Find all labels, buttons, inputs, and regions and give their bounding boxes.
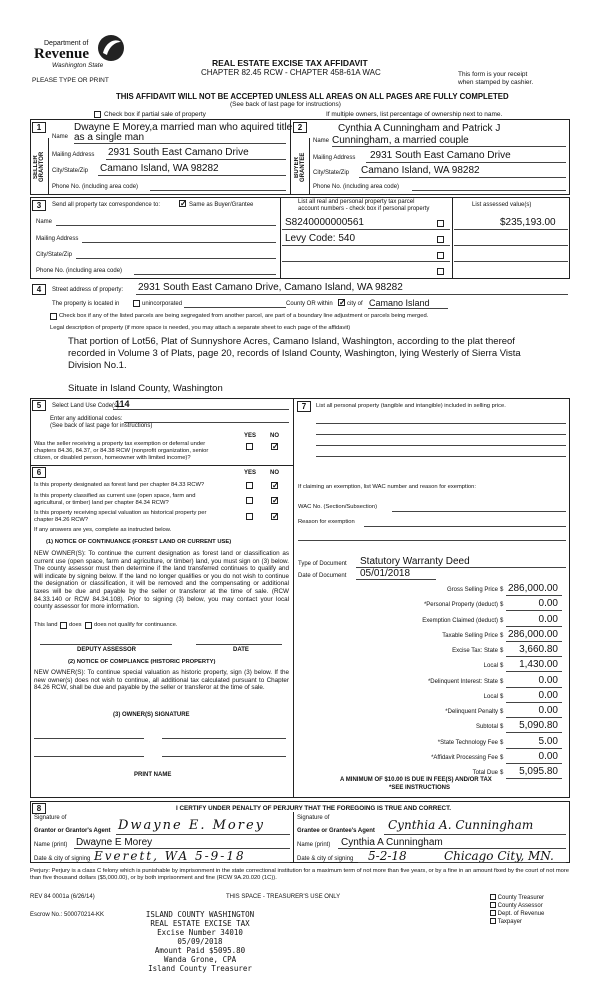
parcel-2-personal-checkbox[interactable] bbox=[437, 236, 444, 243]
fee-label: Local bbox=[483, 693, 498, 700]
does-not-checkbox[interactable] bbox=[85, 622, 92, 629]
fee-label: Total Due bbox=[472, 770, 498, 776]
s6-yes-header: YES bbox=[244, 470, 257, 476]
revenue-swoosh-icon bbox=[94, 33, 128, 63]
grantor-name-label: Name (print) bbox=[34, 842, 68, 848]
grantee-agent-label: Grantee or Grantee's Agent bbox=[297, 828, 375, 834]
minimum-due-note: A MINIMUM OF $10.00 IS DUE IN FEE(S) AND/OR TAX bbox=[340, 777, 492, 783]
fee-value[interactable]: 5,090.80 bbox=[519, 720, 558, 732]
historic-no-checkbox[interactable]: ✓ bbox=[272, 512, 279, 521]
fee-dollar: $ bbox=[500, 770, 504, 776]
buyer-phone-label: Phone No. (including area code) bbox=[313, 184, 400, 190]
if-yes-text: If any answers are yes, complete as instructed below. bbox=[34, 527, 172, 533]
doc-type-label: Type of Document bbox=[298, 561, 347, 567]
historic-q-a: Is this property receiving special valuation as historical property per bbox=[34, 510, 207, 516]
does-label: does bbox=[69, 622, 82, 628]
personal-property-label: List all personal property (tangible and intangible) included in selling price. bbox=[316, 403, 506, 409]
s3-mail-label: Mailing Address bbox=[36, 236, 79, 242]
form-subtitle: CHAPTER 82.45 RCW - CHAPTER 458-61A WAC bbox=[201, 68, 381, 77]
fee-row bbox=[296, 644, 568, 658]
seller-grantor-label: SELLER GRANTOR bbox=[33, 151, 45, 183]
copy-item: Dept. of Revenue bbox=[490, 910, 580, 918]
grantor-name[interactable]: Dwayne E Morey bbox=[76, 837, 153, 848]
fee-value[interactable]: 0.00 bbox=[538, 674, 558, 686]
legal-line-4[interactable]: Situate in Island County, Washington bbox=[68, 383, 223, 394]
fee-row bbox=[296, 659, 568, 673]
city-of-label: city of bbox=[347, 301, 363, 307]
parcel-1-personal-checkbox[interactable] bbox=[437, 220, 444, 227]
s5-no-header: NO bbox=[270, 433, 279, 439]
city-of-checkbox[interactable]: ✓ bbox=[339, 298, 346, 307]
wac-number-label: WAC No. (Section/Subsection) bbox=[298, 504, 378, 510]
grantee-name[interactable]: Cynthia A Cunningham bbox=[341, 837, 443, 848]
logo-state: Washington State bbox=[52, 62, 104, 69]
this-land-label: This land bbox=[34, 622, 58, 628]
fee-label: *Delinquent Penalty bbox=[445, 709, 498, 715]
copy-item: Taxpayer bbox=[490, 918, 580, 926]
seller-name-label: Name bbox=[52, 134, 69, 140]
wac-claim-label: If claiming an exemption, list WAC number and reason for exemption: bbox=[298, 484, 476, 490]
logo-dept: Department of bbox=[44, 40, 89, 47]
grantor-signature[interactable]: Dwayne E. Morey bbox=[118, 818, 265, 833]
parcel-number[interactable]: S8240000000561 bbox=[285, 217, 364, 228]
stamp-line: ISLAND COUNTY WASHINGTON bbox=[145, 910, 255, 919]
fee-value[interactable]: 5.00 bbox=[538, 735, 558, 747]
s5-yes-header: YES bbox=[244, 433, 257, 439]
fee-value[interactable]: 0.00 bbox=[538, 705, 558, 716]
buyer-name-line2[interactable]: Cunningham, a married couple bbox=[332, 135, 469, 146]
notice-continuance-body: NEW OWNER(S): To continue the current designation as forest land or classification as current use (open space, farm and agriculture, or timber) land, you must sign on (3) below. The county assessor must then determine if the land transferred continues to qualify and will indicate by signing below. If the land no longer qualifies or you do not wish to continue the designation or classification, it will be removed and the compensating or additional taxes will be due and payable by the seller or transferor at the time of sale. (RCW 84.33.140 or RCW 84.34.108). Prior to signing (3) below, you may contact your local county assessor for more information. bbox=[34, 550, 289, 611]
fee-label: Taxable Selling Price bbox=[442, 632, 498, 639]
historic-q-b: chapter 84.26 RCW? bbox=[34, 517, 89, 523]
located-label: The property is located in bbox=[52, 301, 120, 307]
fee-label: Excise Tax: State bbox=[452, 648, 498, 654]
section-4-number: 4 bbox=[32, 284, 46, 295]
fee-dollar: $ bbox=[500, 724, 504, 731]
grantee-date-label: Date & city of signing bbox=[297, 856, 354, 862]
fee-dollar: $ bbox=[500, 632, 504, 639]
current-use-q-a: Is this property classified as current use (open space, farm and bbox=[34, 493, 196, 499]
escrow-number: Escrow No.: 500070214-KK bbox=[30, 912, 105, 918]
fee-value[interactable]: 0.00 bbox=[538, 598, 558, 610]
fee-label: Subtotal bbox=[475, 724, 498, 731]
city-of-value[interactable]: Camano Island bbox=[369, 298, 430, 308]
fee-row bbox=[296, 751, 568, 765]
fee-value[interactable]: 0.00 bbox=[538, 689, 558, 701]
s6-no-header: NO bbox=[270, 470, 279, 476]
notice-continuance-title: (1) NOTICE OF CONTINUANCE (FOREST LAND OR CURRENT USE) bbox=[46, 539, 232, 545]
doc-date-label: Date of Document bbox=[298, 573, 347, 579]
current-use-no-checkbox[interactable]: ✓ bbox=[272, 496, 279, 505]
stamp-line: REAL ESTATE EXCISE TAX bbox=[150, 919, 250, 928]
warning-text: THIS AFFIDAVIT WILL NOT BE ACCEPTED UNLESS ALL AREAS ON ALL PAGES ARE FULLY COMPLETED bbox=[116, 92, 509, 101]
fee-dollar: $ bbox=[500, 663, 504, 670]
fee-row bbox=[296, 675, 568, 689]
exempt-no-checkbox[interactable]: ✓ bbox=[272, 442, 279, 451]
fee-row bbox=[296, 720, 568, 734]
stamp-line: Island County Treasurer bbox=[148, 964, 252, 973]
legal-line-3[interactable]: Division No.1. bbox=[68, 360, 127, 371]
receipt-note: This form is your receipt bbox=[458, 71, 528, 78]
historic-yes-checkbox[interactable] bbox=[246, 513, 253, 520]
parcel-3-personal-checkbox[interactable] bbox=[437, 252, 444, 259]
logo-revenue: Revenue bbox=[34, 46, 89, 62]
current-use-yes-checkbox[interactable] bbox=[246, 497, 253, 504]
seller-city-label: City/State/Zip bbox=[52, 168, 89, 174]
buyer-name-label: Name bbox=[313, 138, 330, 144]
grantor-date-city[interactable]: Everett, WA 5-9-18 bbox=[94, 849, 246, 863]
grantee-signature[interactable]: Cynthia A. Cunningham bbox=[388, 818, 534, 832]
fee-value[interactable]: 1,430.00 bbox=[519, 659, 558, 671]
section-1-number: 1 bbox=[32, 122, 46, 133]
seller-name-line1[interactable]: Dwayne E Morey,a married man who aquired title bbox=[74, 122, 293, 133]
copy-item: County Treasurer bbox=[490, 894, 580, 902]
fee-label: *Personal Property (deduct) bbox=[423, 602, 498, 609]
fee-dollar: $ bbox=[500, 602, 504, 609]
fee-dollar: $ bbox=[500, 648, 504, 654]
legal-line-2[interactable]: recorded in Volume 3 of Plats, page 20, records of Island County, Washington, lying Westerly of Sierra Vista bbox=[68, 348, 521, 359]
fee-row bbox=[296, 629, 568, 643]
exempt-q2: chapters 84.36, 84.37, or 84.38 RCW (nonprofit organization, senior bbox=[34, 448, 209, 454]
fee-value[interactable]: 5,095.80 bbox=[519, 766, 558, 777]
reason-exemption-label: Reason for exemption bbox=[298, 519, 355, 525]
street-address-label: Street address of property: bbox=[52, 287, 124, 293]
fee-value[interactable]: 0.00 bbox=[538, 613, 558, 625]
section-6-number: 6 bbox=[32, 467, 46, 478]
segregated-checkbox[interactable] bbox=[50, 313, 57, 320]
s3-phone-label: Phone No. (including area code) bbox=[36, 268, 123, 274]
fee-label: *Affidavit Processing Fee bbox=[431, 754, 498, 761]
fee-row bbox=[296, 598, 568, 612]
exempt-yes-checkbox[interactable] bbox=[246, 443, 253, 450]
grantor-agent-label: Grantor or Grantor's Agent bbox=[34, 828, 111, 834]
type-print: PLEASE TYPE OR PRINT bbox=[32, 77, 109, 84]
treasurer-use-note: THIS SPACE - TREASURER'S USE ONLY bbox=[226, 894, 341, 900]
section-5-number: 5 bbox=[32, 400, 46, 411]
fee-label: Local bbox=[483, 663, 498, 670]
certify-text: I CERTIFY UNDER PENALTY OF PERJURY THAT THE FOREGOING IS TRUE AND CORRECT. bbox=[176, 805, 451, 812]
fee-label: *State Technology Fee bbox=[437, 739, 498, 746]
section-8-number: 8 bbox=[32, 803, 46, 814]
treasurer-stamp bbox=[130, 910, 270, 973]
seller-name-line2[interactable]: as a single man bbox=[74, 132, 145, 143]
buyer-mail[interactable]: 2931 South East Camano Drive bbox=[370, 150, 511, 161]
seller-mail[interactable]: 2931 South East Camano Drive bbox=[108, 147, 249, 158]
grantee-sig-of: Signature of bbox=[297, 815, 330, 821]
current-use-q-b: agricultural, or timber) land per chapter 84.34 RCW? bbox=[34, 500, 169, 506]
doc-type[interactable]: Statutory Warranty Deed bbox=[360, 556, 470, 567]
see-back-text: (See back of last page for instructions) bbox=[230, 101, 341, 108]
fee-dollar: $ bbox=[500, 587, 504, 593]
fee-dollar: $ bbox=[500, 678, 504, 685]
legal-description-label: Legal description of property (if more space is needed, you may attach a separate sheet to each page of the affidavit) bbox=[50, 325, 351, 331]
does-checkbox[interactable] bbox=[60, 622, 67, 629]
segregated-label: Check box if any of the listed parcels are being segregated from another parcel, are part of a boundary line adjustment or parcels being merged. bbox=[59, 313, 429, 319]
fee-value[interactable]: 0.00 bbox=[538, 750, 558, 762]
fee-value[interactable]: 286,000.00 bbox=[507, 628, 558, 640]
fee-dollar: $ bbox=[500, 739, 504, 746]
land-use-code[interactable]: 114 bbox=[115, 399, 130, 409]
fee-dollar: $ bbox=[500, 617, 504, 624]
fee-value[interactable]: 286,000.00 bbox=[507, 583, 558, 594]
fee-row bbox=[296, 583, 568, 597]
section-2-number: 2 bbox=[293, 122, 307, 133]
assessed-value[interactable]: $235,193.00 bbox=[500, 217, 556, 228]
seller-city[interactable]: Camano Island, WA 98282 bbox=[100, 163, 219, 174]
exempt-q1: Was the seller receiving a property tax exemption or deferral under bbox=[34, 441, 206, 447]
partial-sale-label: Check box if partial sale of property bbox=[104, 111, 206, 118]
notice-compliance-title: (2) NOTICE OF COMPLIANCE (HISTORIC PROPERTY) bbox=[68, 659, 216, 665]
unincorporated-label: unincorporated bbox=[142, 301, 183, 307]
grantor-sig-of: Signature of bbox=[34, 815, 67, 821]
stamp-line: Amount Paid $5095.80 bbox=[154, 946, 246, 955]
forest-question: Is this property designated as forest land per chapter 84.33 RCW? bbox=[34, 482, 205, 488]
partial-sale-checkbox[interactable] bbox=[94, 111, 101, 118]
rev-number: REV 84 0001a (6/26/14) bbox=[30, 894, 95, 900]
fee-label: *Delinquent Interest: State bbox=[427, 678, 498, 685]
stamp-line: 05/09/2018 bbox=[177, 937, 223, 946]
doc-date[interactable]: 05/01/2018 bbox=[360, 568, 411, 579]
section-7-number: 7 bbox=[297, 401, 311, 412]
copy-distribution-list bbox=[490, 894, 580, 926]
street-address[interactable]: 2931 South East Camano Drive, Camano Island, WA 98282 bbox=[138, 282, 403, 293]
grantee-city[interactable]: Chicago City, MN. bbox=[444, 849, 554, 863]
same-as-buyer-label: Same as Buyer/Grantee bbox=[189, 202, 254, 208]
see-instructions-note: *SEE INSTRUCTIONS bbox=[389, 785, 451, 791]
fee-row bbox=[296, 736, 568, 750]
forest-no-checkbox[interactable]: ✓ bbox=[272, 481, 279, 490]
fee-dollar: $ bbox=[500, 754, 504, 761]
cashier-note: when stamped by cashier. bbox=[458, 79, 534, 86]
buyer-mail-label: Mailing Address bbox=[313, 155, 356, 161]
grantee-name-label: Name (print) bbox=[297, 842, 331, 848]
levy-code[interactable]: Levy Code: 540 bbox=[285, 233, 356, 244]
multiple-owners-note: If multiple owners, list percentage of ownership next to name. bbox=[326, 111, 503, 118]
buyer-city[interactable]: Camano Island, WA 98282 bbox=[361, 165, 480, 176]
buyer-grantee-label: BUYER GRANTEE bbox=[294, 152, 306, 182]
send-correspondence-label: Send all property tax correspondence to: bbox=[52, 202, 161, 208]
revenue-logo bbox=[30, 36, 130, 76]
fee-row bbox=[296, 690, 568, 704]
county-or-label: County OR within bbox=[286, 301, 333, 307]
parcel-header-1: List all real and personal property tax parcel bbox=[298, 199, 415, 205]
seller-mail-label: Mailing Address bbox=[52, 152, 95, 158]
land-use-label: Select Land Use Code(s): bbox=[52, 403, 121, 409]
fee-label: Gross Selling Price bbox=[446, 587, 498, 593]
owner-signature-label: (3) OWNER(S) SIGNATURE bbox=[113, 712, 190, 718]
fee-dollar: $ bbox=[500, 709, 504, 715]
copy-item: County Assessor bbox=[490, 902, 580, 910]
fee-dollar: $ bbox=[500, 693, 504, 700]
perjury-note: Perjury: Perjury is a class C felony which is punishable by imprisonment in the state correctional institution for a maximum term of not more than five years, or by a fine in an amount fixed by the court of not more than five thousand dollars ($5,000.00), or by both imprisonment and fine (RCW 9A.20.020 (1C)). bbox=[30, 868, 570, 882]
parcel-header-2: account numbers - check box if personal property bbox=[298, 206, 430, 212]
notice-compliance-body: NEW OWNER(S): To continue special valuation as historic property, sign (3) below. If the new owner(s) does not wish to continue, all additional tax calculated pursuant to Chapter 84.26 RCW, shall be due and payable by the seller or transferor at the time of sale. bbox=[34, 669, 289, 692]
buyer-city-label: City/State/Zip bbox=[313, 170, 350, 176]
grantee-date[interactable]: 5-2-18 bbox=[368, 849, 407, 863]
s3-city-label: City/State/Zip bbox=[36, 252, 73, 258]
assessed-header: List assessed value(s) bbox=[472, 202, 532, 208]
exempt-q3: citizen, or disabled person, homeowner with limited income)? bbox=[34, 455, 191, 461]
forest-yes-checkbox[interactable] bbox=[246, 482, 253, 489]
deputy-date-label: DATE bbox=[233, 647, 249, 653]
fee-row bbox=[296, 705, 568, 719]
additional-codes-label: Enter any additional codes: bbox=[50, 416, 123, 422]
section-3-number: 3 bbox=[32, 200, 46, 211]
fee-label: Exemption Claimed (deduct) bbox=[422, 617, 498, 624]
buyer-name-line1[interactable]: Cynthia A Cunningham and Patrick J bbox=[338, 123, 501, 134]
parcel-4-personal-checkbox[interactable] bbox=[437, 268, 444, 275]
stamp-line: Wanda Grone, CPA bbox=[163, 955, 237, 964]
unincorporated-checkbox[interactable] bbox=[133, 300, 140, 307]
additional-see-back: (See back of last page for instructions) bbox=[50, 423, 153, 429]
stamp-line: Excise Number 34010 bbox=[157, 928, 243, 937]
legal-line-1[interactable]: That portion of Lot56, Plat of Sunnyshore Acres, Camano Island, Washington, according to the plat thereof bbox=[68, 336, 515, 347]
seller-phone-label: Phone No. (including area code) bbox=[52, 184, 139, 190]
grantor-date-label: Date & city of signing bbox=[34, 856, 91, 862]
deputy-assessor-label: DEPUTY ASSESSOR bbox=[77, 647, 137, 653]
does-not-label: does not qualify for continuance. bbox=[94, 622, 178, 628]
form-title: REAL ESTATE EXCISE TAX AFFIDAVIT bbox=[212, 58, 368, 68]
same-as-buyer-checkbox[interactable]: ✓ bbox=[180, 199, 187, 208]
fee-row bbox=[296, 614, 568, 628]
print-name-label: PRINT NAME bbox=[134, 772, 172, 778]
fee-value[interactable]: 3,660.80 bbox=[519, 644, 558, 655]
s3-name-label: Name bbox=[36, 219, 53, 225]
